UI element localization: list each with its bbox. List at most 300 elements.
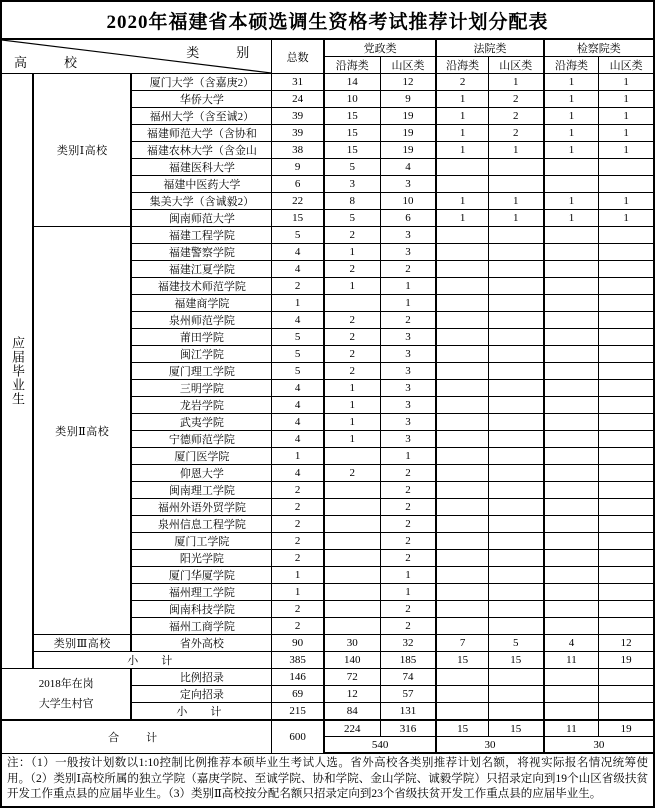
- cell-dz_sq: 1: [380, 584, 436, 601]
- subtotal-label: 小 计: [131, 703, 271, 721]
- cell-fy_sq: [488, 703, 543, 721]
- cell-fy_yh: [436, 465, 488, 482]
- cell-jc_sq: [599, 227, 654, 244]
- cell-jc_yh: [544, 312, 599, 329]
- cell-dz_yh: 5: [324, 159, 380, 176]
- grand-total-dz-sum: 540: [324, 737, 436, 754]
- cell-total: 1: [272, 567, 324, 584]
- cell-dz_yh: 8: [324, 193, 380, 210]
- cell-dz_sq: 2: [380, 533, 436, 550]
- cell-fy_yh: [436, 380, 488, 397]
- cell-dz_sq: 1: [380, 448, 436, 465]
- cell-jc_sq: [599, 465, 654, 482]
- header-row-groups: [1, 39, 654, 57]
- cell-total: 4: [272, 465, 324, 482]
- village-label-line1: 2018年在岗: [38, 678, 94, 690]
- cell-fy_sq: [488, 346, 543, 363]
- header-subgroup-2-0: 沿海类: [544, 57, 599, 74]
- cell-fy_sq: [488, 244, 543, 261]
- cell-dz_yh: 2: [324, 312, 380, 329]
- cell-fy_yh: [436, 448, 488, 465]
- grand-total-dz_yh: 224: [324, 720, 380, 737]
- school-name: 厦门大学（含嘉庚2）: [131, 74, 271, 91]
- cell-jc_sq: [599, 482, 654, 499]
- category-label-1: 类别Ⅰ高校: [33, 74, 131, 227]
- cell-fy_yh: [436, 363, 488, 380]
- school-name: 福建医科大学: [131, 159, 271, 176]
- cell-dz_yh: 15: [324, 108, 380, 125]
- header-subgroup-2-1: 山区类: [599, 57, 654, 74]
- cell-total: 4: [272, 397, 324, 414]
- cell-dz_yh: [324, 550, 380, 567]
- cell-jc_sq: [599, 176, 654, 193]
- cell-dz_yh: 1: [324, 397, 380, 414]
- cell-jc_yh: 1: [544, 91, 599, 108]
- cell-fy_yh: 2: [436, 74, 488, 91]
- cell-dz_sq: 131: [380, 703, 436, 721]
- cell-total: 385: [272, 652, 324, 669]
- grand-total-label: 合 计: [1, 720, 272, 753]
- cell-dz_yh: 15: [324, 125, 380, 142]
- cell-fy_yh: 1: [436, 125, 488, 142]
- cell-jc_yh: [544, 329, 599, 346]
- cell-fy_yh: [436, 703, 488, 721]
- cell-dz_yh: 2: [324, 329, 380, 346]
- cell-dz_yh: 15: [324, 142, 380, 159]
- cell-dz_sq: 3: [380, 414, 436, 431]
- cell-total: 2: [272, 516, 324, 533]
- school-name: 福建师范大学（含协和: [131, 125, 271, 142]
- cell-fy_sq: [488, 550, 543, 567]
- cell-dz_yh: [324, 448, 380, 465]
- cell-fy_yh: [436, 499, 488, 516]
- cell-jc_sq: [599, 244, 654, 261]
- table-footnote: 注：（1）一般按计划数以1:10控制比例推荐本硕毕业生考试人选。省外高校各类别推荐计划名额，将视实际报名情况统筹使用。（2）类别Ⅰ高校所属的独立学院（嘉庚学院、至诚学院、协和学院、金山学院、诚毅学院）只招录定向到19个山区省级扶贫开发工作重点县的应届毕业生。（3）类别Ⅱ高校按分配名额只招录定向到23个省级扶贫开发工作重点县的应届毕业生。: [0, 754, 655, 808]
- cell-fy_yh: [436, 567, 488, 584]
- cell-fy_sq: 2: [488, 108, 543, 125]
- cell-dz_sq: 3: [380, 397, 436, 414]
- cell-dz_sq: 3: [380, 227, 436, 244]
- grand-total-jc_sq: 19: [599, 720, 654, 737]
- grand-total-fy-sum: 30: [436, 737, 543, 754]
- cell-dz_yh: 2: [324, 363, 380, 380]
- cell-dz_yh: [324, 601, 380, 618]
- cell-dz_yh: 2: [324, 261, 380, 278]
- document-title-bar: [0, 0, 655, 38]
- cell-dz_sq: 3: [380, 363, 436, 380]
- cell-jc_yh: [544, 176, 599, 193]
- cell-jc_sq: 1: [599, 193, 654, 210]
- cell-dz_yh: 1: [324, 244, 380, 261]
- cell-jc_sq: [599, 329, 654, 346]
- cell-total: 2: [272, 533, 324, 550]
- cell-fy_sq: [488, 363, 543, 380]
- cell-fy_yh: [436, 176, 488, 193]
- cell-fy_sq: [488, 584, 543, 601]
- cell-jc_sq: [599, 703, 654, 721]
- cell-fy_sq: [488, 431, 543, 448]
- cell-jc_yh: [544, 550, 599, 567]
- school-name: 闽江学院: [131, 346, 271, 363]
- cell-fy_yh: 1: [436, 210, 488, 227]
- cell-fy_sq: [488, 465, 543, 482]
- table-row: [1, 227, 654, 244]
- school-name: 厦门理工学院: [131, 363, 271, 380]
- cell-jc_sq: [599, 431, 654, 448]
- cell-total: 1: [272, 295, 324, 312]
- cell-dz_sq: 10: [380, 193, 436, 210]
- cell-jc_sq: [599, 414, 654, 431]
- cell-jc_sq: [599, 278, 654, 295]
- grand-total-fy_sq: 15: [488, 720, 543, 737]
- cell-dz_yh: 2: [324, 465, 380, 482]
- cell-fy_sq: [488, 261, 543, 278]
- cell-fy_yh: [436, 686, 488, 703]
- school-name: 阳光学院: [131, 550, 271, 567]
- cell-jc_yh: [544, 618, 599, 635]
- cell-total: 146: [272, 669, 324, 686]
- cell-jc_yh: 1: [544, 125, 599, 142]
- cell-fy_sq: [488, 618, 543, 635]
- cell-jc_sq: 12: [599, 635, 654, 652]
- cell-jc_yh: 1: [544, 108, 599, 125]
- cell-jc_sq: [599, 533, 654, 550]
- cell-total: 5: [272, 227, 324, 244]
- header-subgroup-0-1: 山区类: [380, 57, 436, 74]
- cell-total: 38: [272, 142, 324, 159]
- cell-fy_sq: [488, 499, 543, 516]
- cell-dz_yh: 30: [324, 635, 380, 652]
- cell-jc_yh: [544, 567, 599, 584]
- cell-jc_yh: 1: [544, 193, 599, 210]
- cell-dz_yh: 5: [324, 210, 380, 227]
- cell-dz_yh: 2: [324, 346, 380, 363]
- grand-total-dz_sq: 316: [380, 720, 436, 737]
- cell-fy_sq: 5: [488, 635, 543, 652]
- header-group-2: 检察院类: [544, 39, 654, 57]
- school-name: 三明学院: [131, 380, 271, 397]
- cell-jc_sq: [599, 499, 654, 516]
- cell-total: 4: [272, 312, 324, 329]
- cell-jc_yh: [544, 686, 599, 703]
- cell-jc_sq: [599, 584, 654, 601]
- cell-fy_sq: [488, 567, 543, 584]
- row-group-fresh-graduates: [1, 74, 33, 669]
- allocation-table: [0, 38, 655, 754]
- cell-dz_yh: [324, 584, 380, 601]
- cell-jc_yh: [544, 584, 599, 601]
- cell-fy_yh: 15: [436, 652, 488, 669]
- cell-jc_yh: [544, 244, 599, 261]
- cell-jc_sq: [599, 261, 654, 278]
- cell-dz_yh: 10: [324, 91, 380, 108]
- school-name: 武夷学院: [131, 414, 271, 431]
- cell-dz_yh: 2: [324, 227, 380, 244]
- cell-total: 24: [272, 91, 324, 108]
- cell-dz_sq: 2: [380, 516, 436, 533]
- cell-total: 39: [272, 108, 324, 125]
- school-name: 厦门华厦学院: [131, 567, 271, 584]
- school-name: 福州工商学院: [131, 618, 271, 635]
- school-name: 福建商学院: [131, 295, 271, 312]
- header-subgroup-1-0: 沿海类: [436, 57, 488, 74]
- cell-fy_yh: 1: [436, 142, 488, 159]
- category-label-2: 类别Ⅱ高校: [33, 227, 131, 635]
- cell-jc_sq: [599, 567, 654, 584]
- cell-dz_sq: 2: [380, 465, 436, 482]
- school-name: 宁德师范学院: [131, 431, 271, 448]
- table-row: [1, 74, 654, 91]
- cell-dz_sq: 12: [380, 74, 436, 91]
- school-name: 福建工程学院: [131, 227, 271, 244]
- cell-dz_sq: 74: [380, 669, 436, 686]
- cell-fy_yh: 7: [436, 635, 488, 652]
- header-label-category: 类 别: [186, 45, 262, 60]
- cell-dz_sq: 3: [380, 329, 436, 346]
- cell-fy_sq: [488, 278, 543, 295]
- cell-jc_yh: [544, 533, 599, 550]
- cell-fy_yh: [436, 482, 488, 499]
- cell-total: 39: [272, 125, 324, 142]
- cell-dz_yh: 1: [324, 431, 380, 448]
- cell-jc_sq: [599, 686, 654, 703]
- school-name: 闽南科技学院: [131, 601, 271, 618]
- cell-jc_sq: [599, 363, 654, 380]
- cell-dz_sq: 19: [380, 108, 436, 125]
- cell-fy_yh: [436, 261, 488, 278]
- cell-fy_sq: [488, 601, 543, 618]
- cell-fy_yh: [436, 618, 488, 635]
- cell-fy_yh: [436, 584, 488, 601]
- cell-jc_yh: [544, 703, 599, 721]
- cell-fy_yh: [436, 431, 488, 448]
- cell-fy_sq: 1: [488, 142, 543, 159]
- header-subgroup-0-0: 沿海类: [324, 57, 380, 74]
- cell-jc_yh: 4: [544, 635, 599, 652]
- cell-total: 1: [272, 448, 324, 465]
- cell-dz_sq: 19: [380, 125, 436, 142]
- cell-total: 69: [272, 686, 324, 703]
- cell-jc_sq: [599, 448, 654, 465]
- cell-jc_yh: [544, 431, 599, 448]
- school-name: 闽南师范大学: [131, 210, 271, 227]
- cell-fy_sq: [488, 533, 543, 550]
- cell-fy_sq: [488, 312, 543, 329]
- cell-fy_yh: [436, 159, 488, 176]
- cell-fy_sq: 2: [488, 91, 543, 108]
- cell-jc_sq: [599, 516, 654, 533]
- cell-fy_yh: [436, 329, 488, 346]
- cell-jc_sq: 1: [599, 210, 654, 227]
- cell-total: 31: [272, 74, 324, 91]
- cell-total: 4: [272, 380, 324, 397]
- cell-fy_sq: [488, 397, 543, 414]
- village-label-line2: 大学生村官: [38, 698, 94, 710]
- cell-jc_yh: [544, 499, 599, 516]
- cell-dz_sq: 3: [380, 244, 436, 261]
- cell-fy_sq: [488, 380, 543, 397]
- cell-jc_yh: [544, 278, 599, 295]
- cell-fy_sq: 1: [488, 210, 543, 227]
- cell-fy_yh: [436, 669, 488, 686]
- cell-fy_yh: [436, 601, 488, 618]
- school-name: 福建江夏学院: [131, 261, 271, 278]
- cell-total: 4: [272, 244, 324, 261]
- cell-fy_sq: 15: [488, 652, 543, 669]
- cell-total: 2: [272, 618, 324, 635]
- cell-fy_sq: 1: [488, 74, 543, 91]
- cell-jc_yh: [544, 295, 599, 312]
- cell-fy_sq: [488, 669, 543, 686]
- school-name: 福建警察学院: [131, 244, 271, 261]
- cell-fy_yh: [436, 346, 488, 363]
- school-name: 闽南理工学院: [131, 482, 271, 499]
- cell-fy_sq: [488, 227, 543, 244]
- cell-fy_yh: [436, 397, 488, 414]
- cell-total: 4: [272, 414, 324, 431]
- cell-fy_yh: 1: [436, 91, 488, 108]
- cell-jc_sq: [599, 346, 654, 363]
- school-name: 厦门医学院: [131, 448, 271, 465]
- page-title: 2020年福建省本硕选调生资格考试推荐计划分配表: [106, 11, 549, 33]
- school-name: 省外高校: [131, 635, 271, 652]
- cell-dz_yh: 140: [324, 652, 380, 669]
- cell-fy_yh: [436, 295, 488, 312]
- cell-dz_yh: 72: [324, 669, 380, 686]
- cell-total: 5: [272, 363, 324, 380]
- cell-total: 15: [272, 210, 324, 227]
- cell-jc_sq: 1: [599, 74, 654, 91]
- grand-total-jc-sum: 30: [544, 737, 654, 754]
- cell-jc_yh: [544, 346, 599, 363]
- cell-dz_sq: 1: [380, 278, 436, 295]
- cell-dz_yh: 84: [324, 703, 380, 721]
- cell-fy_yh: 1: [436, 193, 488, 210]
- cell-total: 2: [272, 482, 324, 499]
- cell-total: 5: [272, 329, 324, 346]
- cell-dz_sq: 2: [380, 482, 436, 499]
- cell-fy_yh: [436, 244, 488, 261]
- cell-fy_yh: [436, 533, 488, 550]
- cell-total: 6: [272, 176, 324, 193]
- cell-jc_sq: 1: [599, 125, 654, 142]
- cell-dz_sq: 19: [380, 142, 436, 159]
- cell-jc_yh: [544, 448, 599, 465]
- header-label-school: 高 校: [14, 55, 90, 70]
- cell-jc_yh: [544, 380, 599, 397]
- cell-dz_yh: [324, 567, 380, 584]
- cell-dz_yh: [324, 533, 380, 550]
- cell-dz_sq: 4: [380, 159, 436, 176]
- cell-dz_yh: [324, 482, 380, 499]
- cell-total: 9: [272, 159, 324, 176]
- cell-fy_yh: [436, 227, 488, 244]
- corner-header-cell: [1, 39, 272, 74]
- cell-jc_yh: [544, 397, 599, 414]
- grand-total-jc_yh: 11: [544, 720, 599, 737]
- cell-dz_sq: 185: [380, 652, 436, 669]
- cell-fy_sq: [488, 414, 543, 431]
- school-name: 莆田学院: [131, 329, 271, 346]
- school-name: 福州理工学院: [131, 584, 271, 601]
- cell-fy_yh: [436, 550, 488, 567]
- cell-fy_sq: [488, 159, 543, 176]
- cell-total: 5: [272, 346, 324, 363]
- cell-fy_sq: [488, 295, 543, 312]
- school-name: 泉州信息工程学院: [131, 516, 271, 533]
- cell-dz_yh: 1: [324, 278, 380, 295]
- cell-fy_yh: [436, 278, 488, 295]
- cell-jc_sq: [599, 380, 654, 397]
- cell-fy_sq: [488, 448, 543, 465]
- cell-total: 2: [272, 550, 324, 567]
- cell-dz_yh: [324, 618, 380, 635]
- recruit-type: 定向招录: [131, 686, 271, 703]
- cell-jc_yh: [544, 414, 599, 431]
- school-name: 仰恩大学: [131, 465, 271, 482]
- cell-jc_sq: [599, 159, 654, 176]
- cell-fy_yh: [436, 516, 488, 533]
- cell-jc_sq: 1: [599, 91, 654, 108]
- school-name: 泉州师范学院: [131, 312, 271, 329]
- school-name: 厦门工学院: [131, 533, 271, 550]
- cell-jc_sq: [599, 601, 654, 618]
- header-group-1: 法院类: [436, 39, 543, 57]
- school-name: 福建中医药大学: [131, 176, 271, 193]
- subtotal-row-fresh: [1, 652, 654, 669]
- cell-jc_sq: [599, 312, 654, 329]
- category-label-3: 类别Ⅲ高校: [33, 635, 131, 652]
- table-row: [1, 635, 654, 652]
- cell-total: 215: [272, 703, 324, 721]
- cell-total: 4: [272, 431, 324, 448]
- cell-jc_yh: [544, 465, 599, 482]
- cell-jc_sq: [599, 295, 654, 312]
- cell-jc_yh: [544, 482, 599, 499]
- cell-dz_sq: 57: [380, 686, 436, 703]
- cell-dz_sq: 32: [380, 635, 436, 652]
- cell-jc_yh: 1: [544, 74, 599, 91]
- cell-fy_sq: [488, 482, 543, 499]
- cell-dz_sq: 2: [380, 312, 436, 329]
- row-group-label: 应届毕业生: [10, 336, 26, 406]
- cell-total: 2: [272, 278, 324, 295]
- table-row: [1, 669, 654, 686]
- grand-total-row: [1, 720, 654, 737]
- cell-dz_yh: 1: [324, 380, 380, 397]
- cell-jc_yh: [544, 159, 599, 176]
- grand-total-fy_yh: 15: [436, 720, 488, 737]
- cell-total: 1: [272, 584, 324, 601]
- cell-dz_sq: 2: [380, 601, 436, 618]
- cell-dz_sq: 2: [380, 261, 436, 278]
- cell-dz_sq: 2: [380, 550, 436, 567]
- cell-dz_yh: 14: [324, 74, 380, 91]
- cell-fy_sq: [488, 329, 543, 346]
- cell-jc_yh: 1: [544, 142, 599, 159]
- cell-dz_sq: 9: [380, 91, 436, 108]
- school-name: 福州大学（含至诚2）: [131, 108, 271, 125]
- cell-jc_sq: [599, 397, 654, 414]
- cell-jc_yh: [544, 261, 599, 278]
- cell-fy_sq: 2: [488, 125, 543, 142]
- cell-jc_sq: [599, 669, 654, 686]
- cell-dz_sq: 3: [380, 431, 436, 448]
- cell-dz_sq: 3: [380, 380, 436, 397]
- cell-jc_yh: [544, 669, 599, 686]
- row-group-village-officials: [1, 669, 131, 721]
- cell-jc_sq: 1: [599, 142, 654, 159]
